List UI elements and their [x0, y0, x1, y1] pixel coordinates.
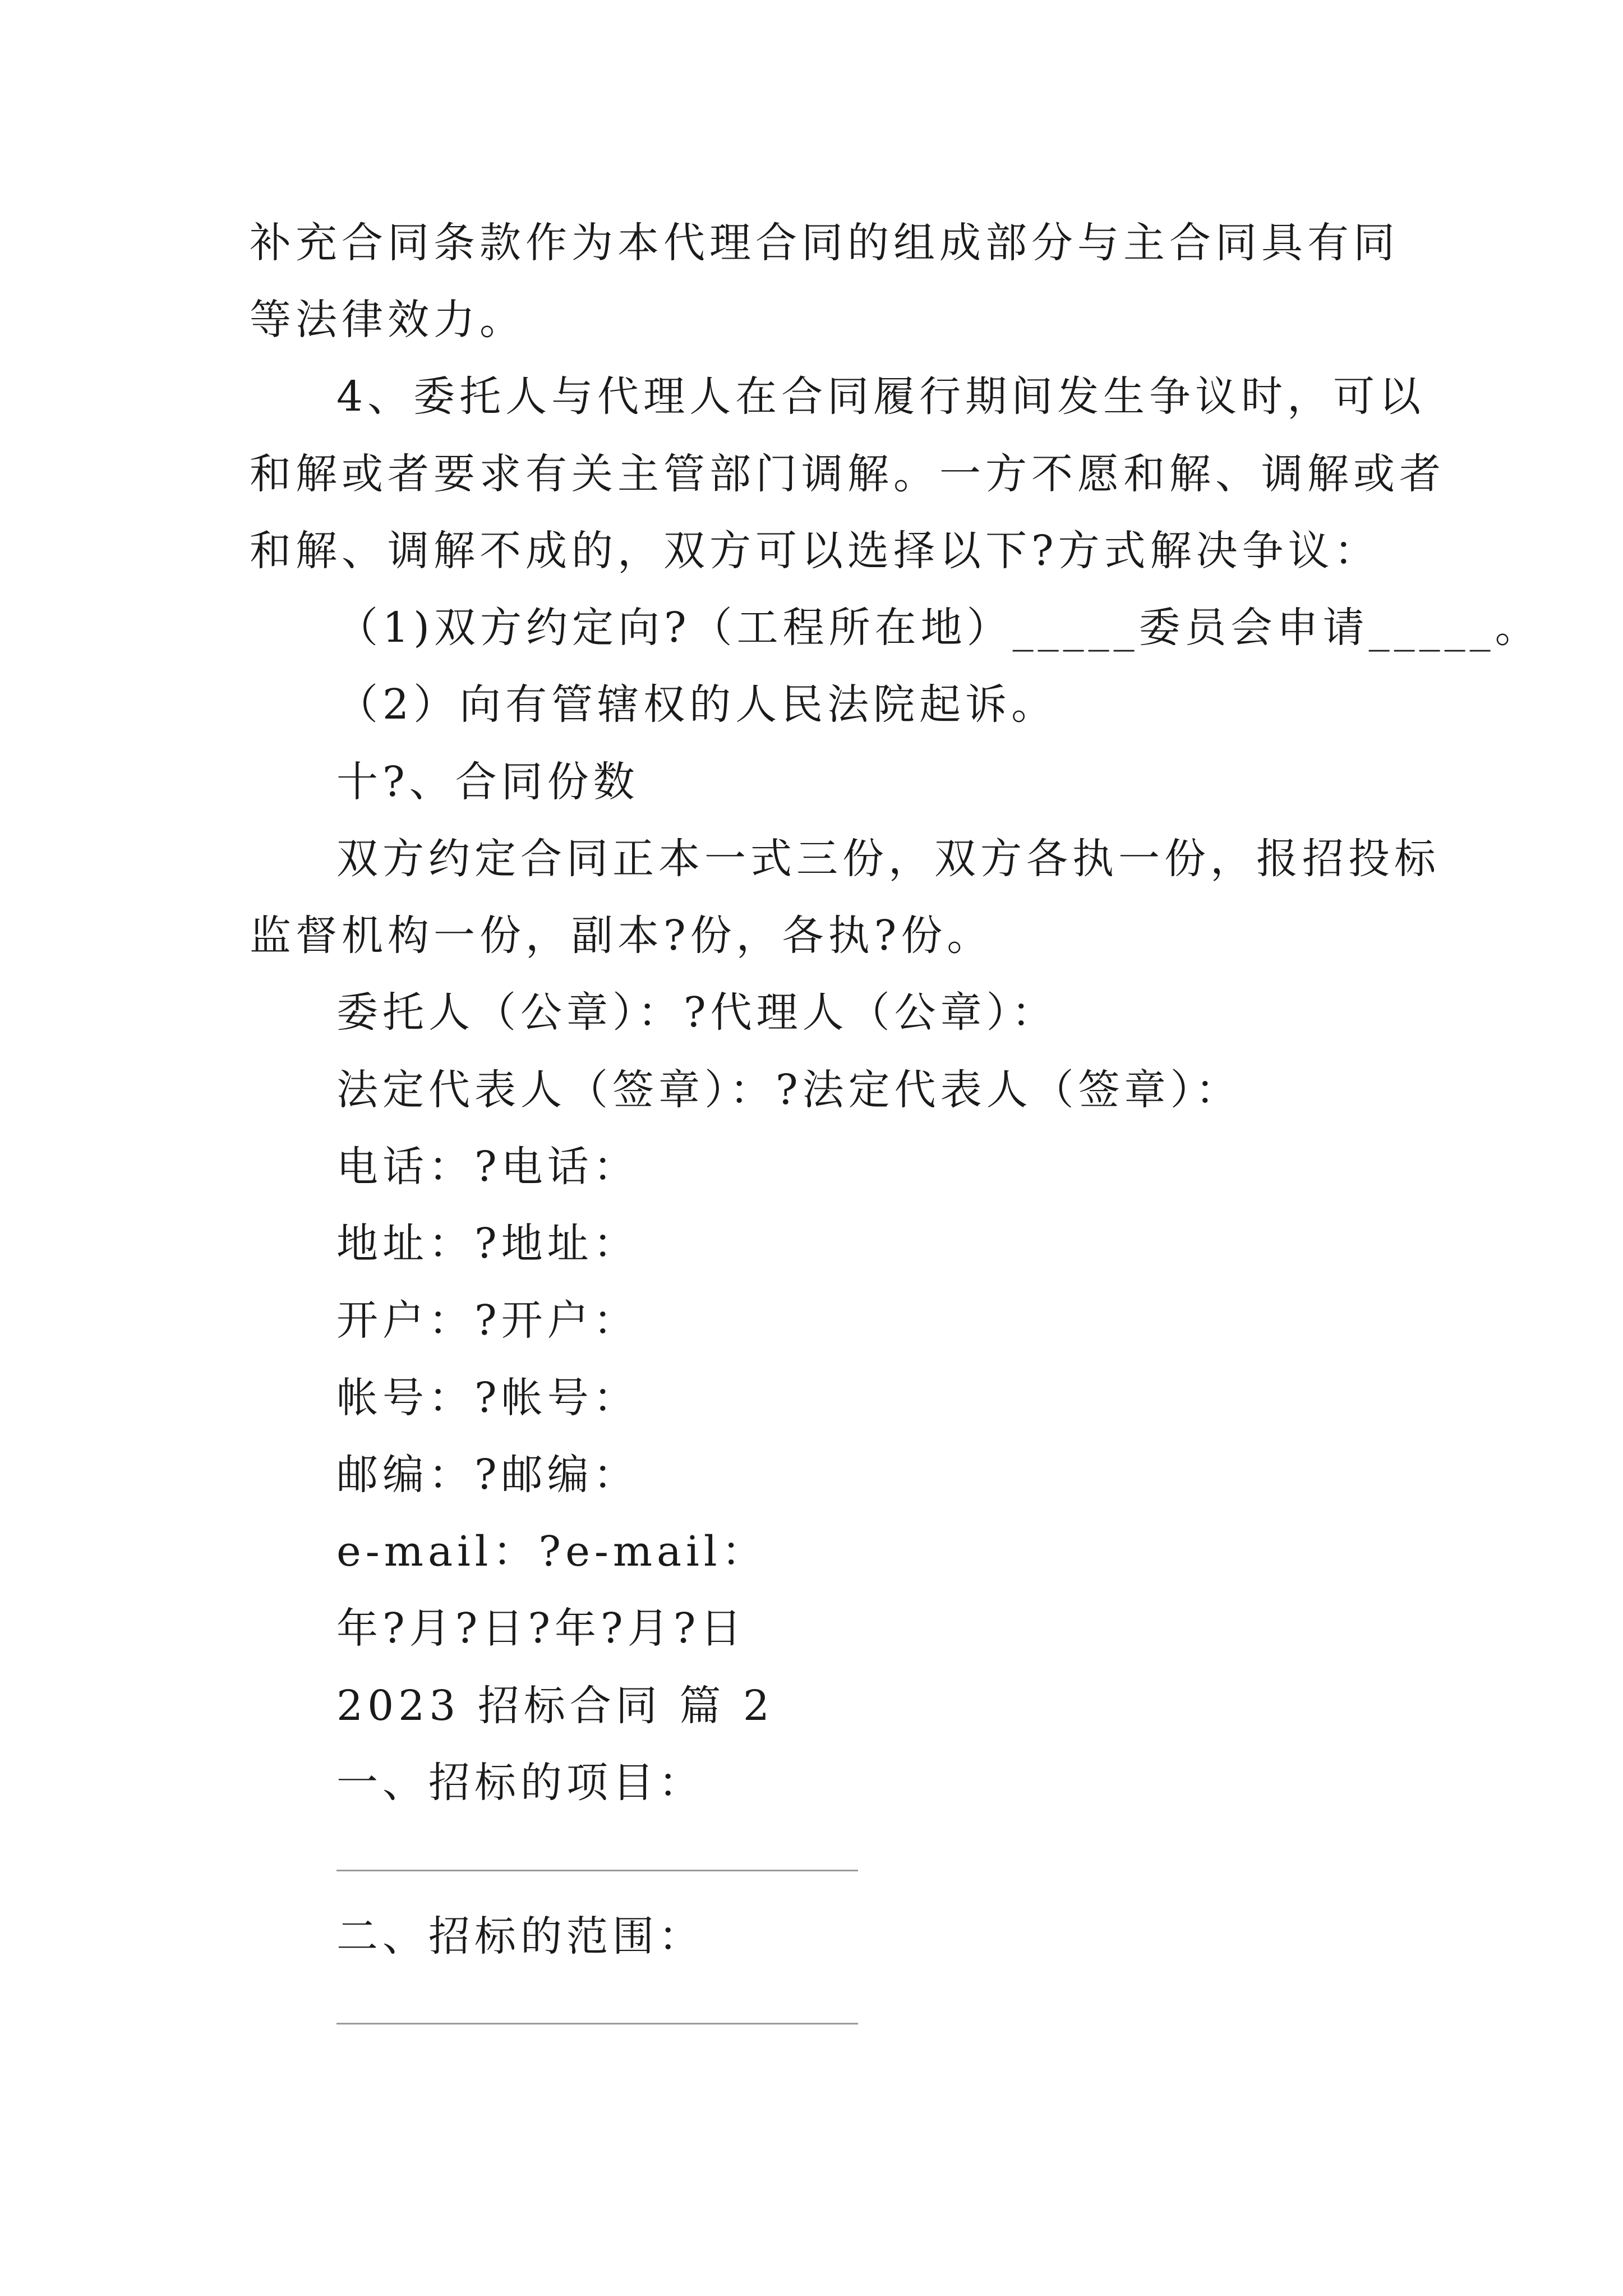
fill-in-line-scope — [336, 2023, 858, 2024]
signature-line-phone: 电话：?电话： — [336, 1143, 639, 1191]
text-line-6: （1)双方约定向?（工程所在地）_____委员会申请_____。 — [336, 604, 1541, 652]
text-line-1: 补充合同条款作为本代理合同的组成部分与主合同具有同 — [250, 219, 1399, 267]
text-line-10: 监督机构一份，副本?份，各执?份。 — [250, 912, 993, 960]
signature-line-postcode: 邮编：?邮编： — [336, 1451, 639, 1499]
text-line-2: 等法律效力。 — [250, 296, 525, 344]
text-line-4: 和解或者要求有关主管部门调解。一方不愿和解、调解或者 — [250, 450, 1445, 498]
item-heading-scope: 二、招标的范围： — [336, 1912, 704, 1961]
text-line-5: 和解、调解不成的，双方可以选择以下?方式解决争议： — [250, 527, 1380, 575]
item-heading-project: 一、招标的项目： — [336, 1759, 704, 1807]
signature-line-representative: 法定代表人（签章）：?法定代表人（签章）： — [336, 1066, 1242, 1114]
fill-in-line-project — [336, 1870, 858, 1871]
text-line-7: （2）向有管辖权的人民法院起诉。 — [336, 680, 1058, 729]
signature-line-address: 地址：?地址： — [336, 1220, 639, 1268]
text-line-3: 4、委托人与代理人在合同履行期间发生争议时，可以 — [336, 372, 1426, 421]
signature-line-seal: 委托人（公章）：?代理人（公章）： — [336, 988, 1058, 1037]
section-heading-copies: 十?、合同份数 — [336, 758, 639, 806]
signature-line-email: e-mail：?e-mail： — [336, 1527, 768, 1576]
signature-line-date: 年?月?日?年?月?日 — [336, 1604, 746, 1653]
signature-line-bank: 开户：?开户： — [336, 1296, 639, 1345]
section-title: 2023 招标合同 篇 2 — [336, 1682, 774, 1730]
signature-line-account: 帐号：?帐号： — [336, 1374, 639, 1422]
text-line-9: 双方约定合同正本一式三份，双方各执一份，报招投标 — [336, 835, 1440, 883]
